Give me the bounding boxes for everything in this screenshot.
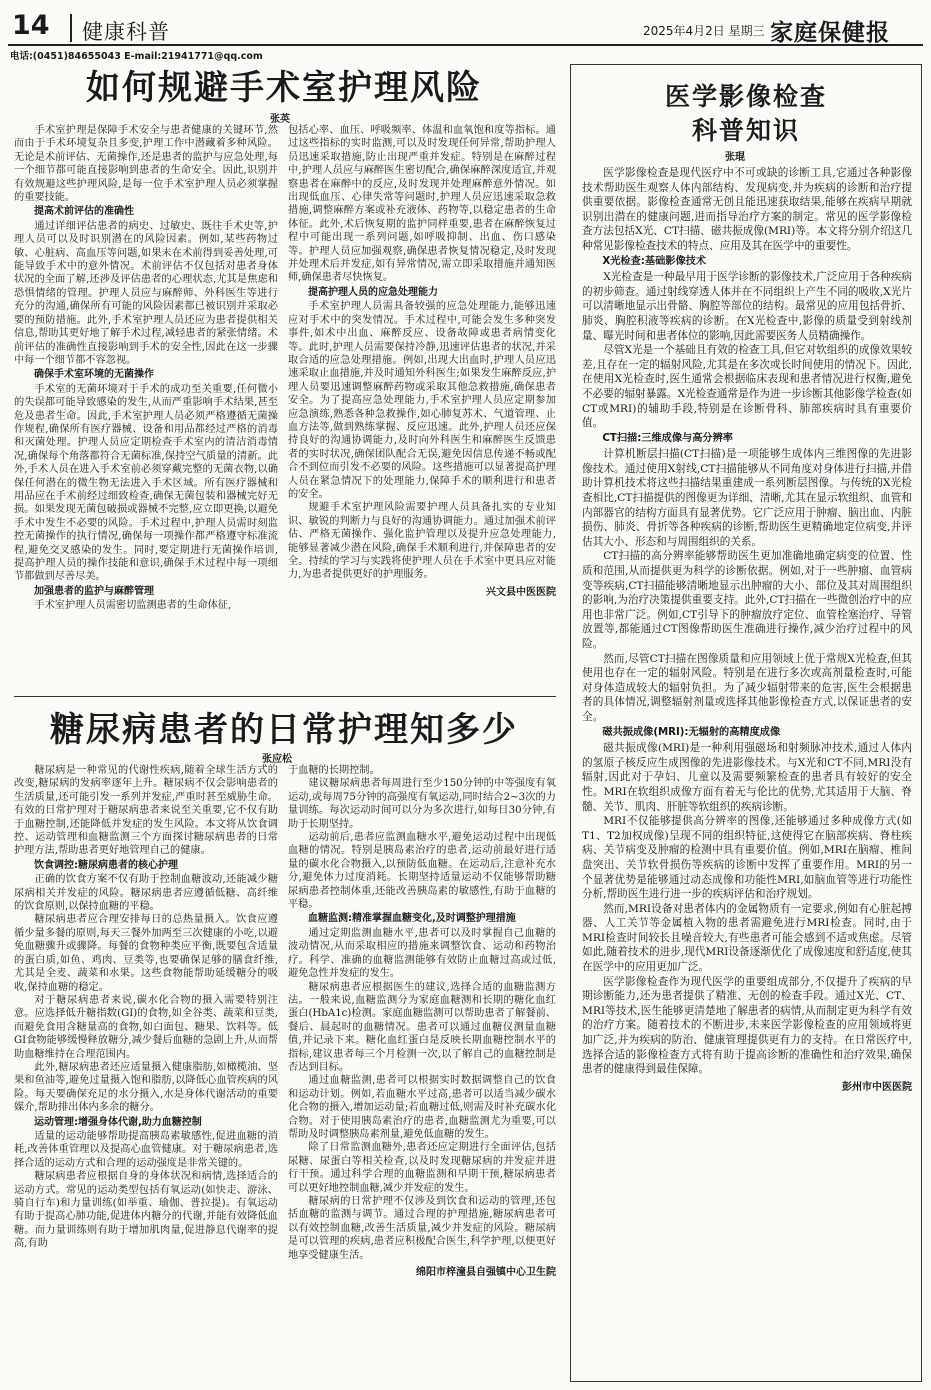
subheading: CT扫描:三维成像与高分辨率 xyxy=(602,432,733,444)
paragraph: 计算机断层扫描(CT扫描)是一项能够生成体内三维图像的先进影像技术。通过使用X射线,CT扫描能够从不同角度对身体进行扫描,并借助计算机技术将这些扫描结果重建成一系列断层图像。与传统的X光检查相比,CT扫描提供的图像更为详细、清晰,尤其在显示软组织、血管和内部器官的结构方面具有显著优势。它广泛应用于肿瘤、脑出血、内脏损伤、肺炎、骨折等各种疾病的诊断,帮助医生更精确地定位病变,并评估其大小、形态和与周围组织的关系。 xyxy=(582,448,912,548)
paragraph: 除了日常监测血糖外,患者还应定期进行全面评估,包括尿糖、尿蛋白等相关检查,以及时发现糖尿病的并发症并进行干预。通过科学合理的血糖监测和早期干预,糖尿病患者可以更好地控制血糖,减少并发症的发生。 xyxy=(288,1142,556,1194)
article3-title-line1: 医学影像检查 xyxy=(664,82,827,111)
paragraph: 建议糖尿病患者每周进行至少150分钟的中等强度有氧运动,或每周75分钟的高强度有氧运动,同时结合2~3次的力量训练。每次运动时间可以分为多次进行,如每日30分钟,有助于长期坚持。 xyxy=(288,778,556,830)
paragraph: 医学影像检查作为现代医学的重要组成部分,不仅提升了疾病的早期诊断能力,还为患者提供了精准、无创的检查手段。通过X光、CT、MRI等技术,医生能够更清楚地了解患者的病情,从而制定更为科学有效的治疗方案。随着技术的不断进步,未来医学影像检查的应用领域将更加广泛,并为疾病的防治、健康管理提供更有力的支持。在日常医疗中,选择合适的影像检查方式将有助于提高诊断的准确性和治疗效果,确保患者的健康得到最佳保障。 xyxy=(582,975,912,1076)
article1-column-2 xyxy=(288,124,556,692)
paragraph: 运动前后,患者应监测血糖水平,避免运动过程中出现低血糖的情况。特别是胰岛素治疗的患者,运动前最好进行适量的碳水化合物摄入,以预防低血糖。在运动后,注意补充水分,避免体力过度消耗。长期坚持适量运动不仅能够帮助糖尿病患者控制体重,还能改善胰岛素的敏感性,有助于血糖的平稳。 xyxy=(288,832,556,911)
paragraph: 糖尿病是一种常见的代谢性疾病,随着全球生活方式的改变,糖尿病的发病率逐年上升。糖尿病不仅会影响患者的生活质量,还可能引发一系列并发症,严重时甚至威胁生命。有效的日常护理对于糖尿病患者来说至关重要,它不仅有助于血糖控制,还能降低并发症的发生风险。本文将从饮食调控、运动管理和血糖监测三个方面探讨糖尿病患者的日常护理方法,帮助患者更好地管理自己的健康。 xyxy=(14,765,278,857)
paragraph: 通过详细评估患者的病史、过敏史、既往手术史等,护理人员可以及时识别潜在的风险因素。例如,某些药物过敏、心脏病、高血压等问题,如果未在术前得到妥善处理,可能导致手术中的意外情况。术前评估不仅包括对患者身体状况的全面了解,还涉及评估患者的心理状态,尤其是焦虑和恐惧情绪的管理。护理人员应与麻醉师、外科医生等进行充分的沟通,确保所有可能的风险因素都已被识别并采取必要的预防措施。此外,手术室护理人员还应为患者提供相关信息,帮助其更好地了解手术过程,减轻患者的紧张情绪。术前评估的准确性直接影响到手术的安全性,因此在这一步骤中每一个细节都不容忽视。 xyxy=(14,220,278,366)
paragraph: 规避手术室护理风险需要护理人员具备扎实的专业知识、敏锐的判断力与良好的沟通协调能力。通过加强术前评估、严格无菌操作、强化监护管理以及提升应急处理能力,能够显著减少潜在风险,确保手术顺利进行,并保障患者的安全。持续的学习与实践将使护理人员在手术室中更具应对能力,为患者提供更好的护理服务。 xyxy=(288,502,556,581)
paragraph: 然而,MRI设备对患者体内的金属物质有一定要求,例如有心脏起搏器、人工关节等金属植入物的患者需避免进行MRI检查。同时,由于MRI检查时间较长且噪音较大,有些患者可能会感到不适或焦虑。尽管如此,随着技术的进步,现代MRI设备逐渐优化了成像速度和舒适度,使其在医学中的应用更加广泛。 xyxy=(582,902,912,974)
paragraph: 尽管X光是一个基础且有效的检查工具,但它对软组织的成像效果较差,且存在一定的辐射风险,尤其是在多次或长时间使用的情况下。因此,在使用X光检查时,医生通常会根据临床表现和患者情况进行权衡,避免不必要的辐射暴露。X光检查通常是作为进一步诊断其他影像学检查(如CT或MRI)的辅助手段,特别是在诊断骨科、肺部疾病时具有重要价值。 xyxy=(582,344,912,430)
paragraph: 磁共振成像(MRI)是一种利用强磁场和射频脉冲技术,通过人体内的氢原子核反应生成图像的先进影像技术。与X光和CT不同,MRI没有辐射,因此对于孕妇、儿童以及需要频繁检查的患者具有较好的安全性。MRI在软组织成像方面有着无与伦比的优势,尤其适用于大脑、脊髓、关节、肌肉、肝脏等软组织的疾病诊断。 xyxy=(582,742,912,813)
article2-title: 糖尿病患者的日常护理知多少 xyxy=(50,710,518,750)
section-name: 健康科普 xyxy=(82,20,170,44)
paragraph: 手术室护理人员需具备较强的应急处理能力,能够迅速应对手术中的突发情况。手术过程中,可能会发生多种突发事件,如术中出血、麻醉反应、设备故障或患者病情变化等。此时,护理人员需要保持冷静,迅速评估患者的状况,并采取合适的应急处理措施。例如,出现大出血时,护理人员应迅速采取止血措施,并及时通知外科医生;如果发生麻醉反应,护理人员要迅速调整麻醉药物或采取其他急救措施,确保患者安全。为了提高应急处理能力,手术室护理人员应定期参加应急演练,熟悉各种急救操作,如心肺复苏术、气道管理、止血方法等,做到熟练掌握、反应迅速。此外,护理人员还应保持良好的沟通协调能力,及时向外科医生和麻醉医生反馈患者的实时状况,确保团队配合无误,避免因信息传递不畅或配合不到位而引发不必要的风险。这些措施可以显著提高护理人员在紧急情况下的处理能力,保障手术的顺利进行和患者的安全。 xyxy=(288,301,556,500)
article2-author: 张应松 xyxy=(262,754,292,765)
paragraph: 对于糖尿病患者来说,碳水化合物的摄入需要特别注意。应选择低升糖指数(GI)的食物,如全谷类、蔬菜和豆类,而避免食用含糖量高的食物,如白面包、糖果、饮料等。低GI食物能够缓慢释放糖分,减少餐后血糖的急剧上升,从而帮助血糖维持在合理范围内。 xyxy=(14,994,278,1060)
subheading: 加强患者的监护与麻醉管理 xyxy=(34,585,154,597)
paragraph: 然而,尽管CT扫描在图像质量和应用领域上优于常规X光检查,但其使用也存在一定的辐射风险。特别是在进行多次或高剂量检查时,可能对身体造成较大的辐射负担。为了减少辐射带来的危害,医生会根据患者的具体情况,调整辐射剂量或选择其他影像检查方式,以保证患者的安全。 xyxy=(582,652,912,723)
paragraph: CT扫描的高分辨率能够帮助医生更加准确地确定病变的位置、性质和范围,从而提供更为科学的诊断依据。例如,对于一些肿瘤、血管病变等疾病,CT扫描能够清晰地显示出肿瘤的大小、部位及其对周围组织的影响,为治疗决策提供重要支持。此外,CT扫描在一些微创治疗中的应用也非常广泛。例如,CT引导下的肿瘤放疗定位、血管栓塞治疗、导管放置等,都能通过CT图像帮助医生准确进行操作,减少治疗过程中的风险。 xyxy=(582,550,912,650)
subheading: 提高护理人员的应急处理能力 xyxy=(308,286,438,298)
subheading: X光检查:基础影像技术 xyxy=(602,255,707,267)
paragraph: 通过定期监测血糖水平,患者可以及时掌握自己血糖的波动情况,从而采取相应的措施来调整饮食、运动和药物治疗。科学、准确的血糖监测能够有效防止血糖过高或过低,避免急性并发症的发生。 xyxy=(288,927,556,980)
newspaper-name: 家庭保健报 xyxy=(770,19,890,46)
article1-column-1 xyxy=(14,124,278,678)
article-source: 彭州市中医医院 xyxy=(842,1081,912,1093)
article1-author: 张英 xyxy=(270,114,290,125)
subheading: 血糖监测:精准掌握血糖变化,及时调整护理措施 xyxy=(308,913,516,925)
article3-title xyxy=(570,80,922,148)
paragraph: 糖尿病患者应根据医生的建议,选择合适的血糖监测方法。一般来说,血糖监测分为家庭血糖测和长期的糖化血红蛋白(HbA1c)检测。家庭血糖监测可以帮助患者了解餐前、餐后、晨起时的血糖情况。患者可以通过血糖仪测量血糖值,并记录下来。糖化血红蛋白是反映长期血糖控制水平的指标,建议患者每三个月检测一次,以了解自己的血糖控制是否达到目标。 xyxy=(288,981,556,1073)
article-source: 兴文县中医医院 xyxy=(486,586,556,598)
article-source: 绵阳市梓潼县自强镇中心卫生院 xyxy=(416,1267,556,1279)
article2-column-1 xyxy=(14,764,278,1384)
article3-title-line2: 科普知识 xyxy=(691,116,800,145)
article3-body xyxy=(582,166,912,1378)
paragraph: 糖尿病的日常护理不仅涉及到饮食和运动的管理,还包括血糖的监测与调节。通过合理的护理措施,糖尿病患者可以有效控制血糖,改善生活质量,减少并发症的风险。糖尿病是可以管理的疾病,患者应积极配合医生,科学护理,以便更好地享受健康生活。 xyxy=(288,1196,556,1261)
paragraph: 于血糖的长期控制。 xyxy=(288,765,380,776)
paragraph: 糖尿病患者应根据自身的身体状况和病情,选择适合的运动方式。常见的运动类型包括有氧运动(如快走、游泳、骑自行车)和力量训练(如举重、瑜伽、普拉提)。有氧运动有助于提高心肺功能,促进体内糖分的代谢,并能有效降低血糖。而力量训练则有助于增加肌肉量,促进静息代谢率的提高,有助 xyxy=(14,1171,278,1250)
paragraph: 手术室护理人员需密切监测患者的生命体征, xyxy=(34,600,232,612)
page-header xyxy=(8,10,923,46)
paragraph: 糖尿病患者应合理安排每日的总热量摄入。饮食应遵循少量多餐的原则,每天三餐外加两至三次健康的小吃,以避免血糖骤升或骤降。每餐的食物种类应平衡,既要包含适量的蛋白质,如鱼、鸡肉、豆类等,也要确保足够的膳食纤维,尤其是全麦、蔬菜和水果。这些食物能帮助延缓糖分的吸收,保持血糖的稳定。 xyxy=(14,914,278,993)
header-divider xyxy=(70,14,72,42)
page-number: 14 xyxy=(12,10,50,41)
issue-date: 2025年4月2日 星期三 xyxy=(643,24,765,38)
paragraph: X光检查是一种最早用于医学诊断的影像技术,广泛应用于各种疾病的初步筛查。通过射线穿透人体并在不同组织上产生不同的吸收,X光片可以清晰地显示出骨骼、胸腔等部位的结构。最常见的应用包括骨折、肺炎、胸腔积液等疾病的诊断。在X光检查中,影像的质量受到射线剂量、曝光时间和患者体位的影响,因此需要医务人员精确操作。 xyxy=(582,271,912,342)
contact-line: 电话:(0451)84655043 E-mail:21941771@qq.com xyxy=(10,51,263,62)
paragraph: 正确的饮食方案不仅有助于控制血糖波动,还能减少糖尿病相关并发症的风险。糖尿病患者应遵循低糖、高纤维的饮食原则,以保持血糖的平稳。 xyxy=(14,874,278,913)
article3-author: 张琨 xyxy=(725,152,745,163)
article1-title: 如何规避手术室护理风险 xyxy=(86,68,482,108)
paragraph: 手术室的无菌环境对于手术的成功至关重要,任何微小的失误都可能导致感染的发生,从而严重影响手术结果,甚至危及患者生命。因此,手术室护理人员必须严格遵循无菌操作规程,确保所有医疗器械、设备和用品都经过严格的消毒和灭菌处理。护理人员应定期检查手术室内的清洁消毒情况,确保每个角落都符合无菌标准,保持空气质量的清新。此外,手术人员在进入手术室前必须穿戴完整的无菌衣物,以确保任何潜在的微生物无法进入手术区域。所有医疗器械和用品应在手术前经过细致检查,确保无菌包装和器械完好无损。如果发现无菌包破损或器械不完整,应立即更换,以避免手术中发生不必要的风险。手术过程中,护理人员需时刻监控无菌操作的执行情况,确保每一项操作都严格遵守标准流程,避免交叉感染的发生。同时,要定期进行无菌操作培训,提高护理人员的操作技能和意识,确保手术过程中每一项细节都做到尽善尽美。 xyxy=(14,383,278,583)
paragraph: 包括心率、血压、呼吸频率、体温和血氧饱和度等指标。通过这些指标的实时监测,可以及时发现任何异常,帮助护理人员迅速采取措施,防止出现严重并发症。特别是在麻醉过程中,护理人员应与麻醉医生密切配合,确保麻醉深度适宜,并观察患者在麻醉中的反应,及时发现并处理麻醉意外情况。如出现低血压、心律失常等问题时,护理人员应迅速采取急救措施,调整麻醉方案或补充液体、药物等,以稳定患者的生命体征。此外,术后恢复期的监护同样重要,患者在麻醉恢复过程中可能出现一系列问题,如呼吸抑制、出血、伤口感染等。护理人员应加强观察,确保患者恢复情况稳定,及时发现并处理术后并发症,如有异常情况,需立即采取措施并通知医师,确保患者尽快恢复。 xyxy=(288,125,556,284)
article-divider xyxy=(14,696,556,697)
article2-column-2 xyxy=(288,764,556,1384)
paragraph: MRI不仅能够提供高分辨率的图像,还能够通过多种成像方式(如T1、T2加权成像)呈现不同的组织特征,这使得它在脑部疾病、脊柱疾病、关节病变及肿瘤的检测中具有重要价值。例如,MRI在脑瘤、椎间盘突出、关节软骨损伤等疾病的诊断中发挥了重要作用。MRI的另一个显著优势是能够通过动态成像和功能性MRI,如脑血管等进行功能性分析,帮助医生进行进一步的疾病评估和治疗规划。 xyxy=(582,815,912,901)
subheading: 确保手术室环境的无菌操作 xyxy=(34,369,154,381)
paragraph: 此外,糖尿病患者还应适量摄入健康脂肪,如橄榄油、坚果和鱼油等,避免过量摄入饱和脂肪,以降低心血管疾病的风险。每天要确保充足的水分摄入,水是身体代谢活动的重要媒介,帮助排出体内多余的糖分。 xyxy=(14,1061,278,1114)
paragraph: 医学影像检查是现代医疗中不可或缺的诊断工具,它通过各种影像技术帮助医生观察人体内部结构、发现病变,并为疾病的诊断和治疗提供重要依据。影像检查通常无创且能迅速获取结果,能够在疾病早期就识别出潜在的健康问题,进而指导治疗方案的制定。常见的医学影像检查方法包括X光、CT扫描、磁共振成像(MRI)等。本文将分别介绍这几种常见影像检查技术的特点、应用及其在医学中的重要性。 xyxy=(582,167,912,252)
paragraph: 通过血糖监测,患者可以根据实时数据调整自己的饮食和运动计划。例如,若血糖水平过高,患者可以适当减少碳水化合物的摄入,增加运动量;若血糖过低,则需及时补充碳水化合物。对于使用胰岛素治疗的患者,血糖监测尤为重要,可以帮助及时调整胰岛素剂量,避免低血糖的发生。 xyxy=(288,1075,556,1140)
subheading: 运动管理:增强身体代谢,助力血糖控制 xyxy=(34,1116,202,1128)
subheading: 饮食调控:糖尿病患者的核心护理 xyxy=(34,859,178,871)
paragraph: 手术室护理是保障手术安全与患者健康的关键环节,然而由于手术环境复杂且多变,护理工作中潜藏着多种风险。无论是术前评估、无菌操作,还是患者的监护与应急处理,每一个细节都可能直接影响到患者的生命安全。因此,识别并有效规避这些护理风险,是每一位手术室护理人员必须掌握的重要技能。 xyxy=(14,125,278,204)
subheading: 提高术前评估的准确性 xyxy=(34,206,134,218)
subheading: 磁共振成像(MRI):无辐射的高精度成像 xyxy=(602,726,781,738)
paragraph: 适量的运动能够帮助提高胰岛素敏感性,促进血糖的消耗,改善体重管理以及提高心血管健康。对于糖尿病患者,选择合适的运动方式和合理的运动强度是非常关键的。 xyxy=(14,1130,278,1169)
